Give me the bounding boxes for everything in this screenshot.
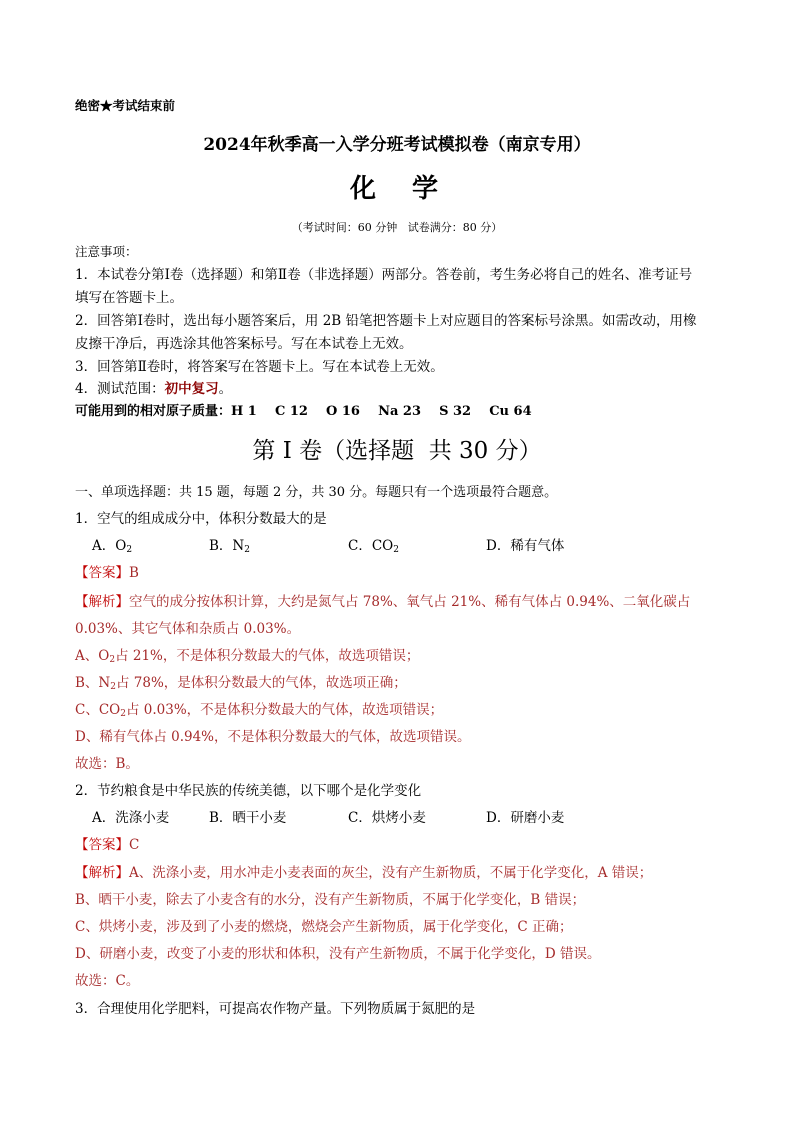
q1-analysis-line-2: 0.03%、其它气体和杂质占 0.03%。 (75, 621, 301, 637)
note-1-line-1: 1．本试卷分第Ⅰ卷（选择题）和第Ⅱ卷（非选择题）两部分。答卷前，考生务必将自己的姓名、准考证号 (75, 267, 693, 283)
note-4 (75, 383, 232, 397)
q3-stem: 3．合理使用化学肥料，可提高农作物产量。下列物质属于氮肥的是 (75, 1001, 476, 1017)
answer-tag: 【答案】 (75, 565, 129, 581)
subject-title: 化 学 (349, 174, 445, 204)
section-title: 第 I 卷（选择题 共 30 分） (252, 438, 542, 464)
q2-stem: 2．节约粮食是中华民族的传统美德，以下哪个是化学变化 (75, 783, 422, 799)
atomic-mass-list: 可能用到的相对原子质量：H 1 C 12 O 16 Na 23 S 32 Cu 64 (75, 404, 532, 419)
q2-analysis-c: C、烘烤小麦，涉及到了小麦的燃烧，燃烧会产生新物质，属于化学变化，C 正确； (75, 919, 573, 935)
notes-heading: 注意事项： (75, 244, 138, 259)
q2-analysis-a: 【解析】A、洗涤小麦，用水冲走小麦表面的灰尘，没有产生新物质，不属于化学变化，A 错误； (75, 865, 653, 881)
test-scope: 初中复习 (164, 381, 219, 397)
note-1-line-2: 填写在答题卡上。 (75, 290, 183, 306)
q1-option-d: D．稀有气体 (486, 538, 565, 554)
q1-conclusion: 故选：B。 (75, 756, 139, 772)
analysis-tag: 【解析】 (75, 594, 129, 610)
exam-info: （考试时间：60 分钟 试卷满分：80 分） (291, 221, 503, 234)
q2-analysis-b: B、晒干小麦，除去了小麦含有的水分，没有产生新物质，不属于化学变化，B 错误； (75, 892, 586, 908)
note-4-suffix: 。 (218, 381, 233, 397)
q2-analysis-d: D、研磨小麦，改变了小麦的形状和体积，没有产生新物质，不属于化学变化，D 错误。 (75, 946, 601, 962)
q1-answer (75, 567, 139, 581)
q2-option-c: C．烘烤小麦 (348, 810, 426, 826)
q1-option-a: A．$O_2$ (92, 538, 133, 555)
q2-option-d: D．研磨小麦 (486, 810, 565, 826)
q1-analysis-c: C、$CO_2$占 0.03%，不是体积分数最大的气体，故选项错误； (75, 702, 444, 719)
q1-option-c: C．$CO_2$ (348, 538, 399, 555)
note-2-line-2: 皮擦干净后，再选涂其他答案标号。写在本试卷上无效。 (75, 336, 413, 352)
q2-option-b: B．晒干小麦 (209, 810, 287, 826)
answer-tag: 【答案】 (75, 837, 129, 853)
answer-value: C (129, 837, 140, 853)
secret-label: 绝密★考试结束前 (75, 98, 176, 113)
note-2-line-1: 2．回答第Ⅰ卷时，选出每小题答案后，用 2B 铅笔把答题卡上对应题目的答案标号涂黑。如需改动，用橡 (75, 313, 697, 329)
q1-analysis-line-1: 【解析】空气的成分按体积计算，大约是氮气占 78%、氧气占 21%、稀有气体占 0.94%、二氧化碳占 (75, 594, 691, 610)
analysis-tag: 【解析】 (75, 865, 129, 881)
note-3: 3．回答第Ⅱ卷时，将答案写在答题卡上。写在本试卷上无效。 (75, 359, 444, 375)
q2-conclusion: 故选：C。 (75, 973, 140, 989)
q2-option-a: A．洗涤小麦 (92, 810, 170, 826)
q1-analysis-a: A、$O_2$占 21%，不是体积分数最大的气体，故选项错误； (75, 648, 420, 665)
exam-title: 2024年秋季高一入学分班考试模拟卷（南京专用） (203, 135, 591, 155)
q1-analysis-b: B、$N_2$占 78%，是体积分数最大的气体，故选项正确； (75, 675, 407, 692)
q1-analysis-d: D、稀有气体占 0.94%，不是体积分数最大的气体，故选项错误。 (75, 729, 471, 745)
note-4-prefix: 4．测试范围： (75, 381, 165, 397)
answer-value: B (129, 565, 139, 581)
section-instructions: 一、单项选择题：共 15 题，每题 2 分，共 30 分。每题只有一个选项最符合题意。 (75, 485, 558, 500)
q2-answer (75, 839, 139, 853)
q1-option-b: B．$N_2$ (209, 538, 250, 555)
q1-stem: 1．空气的组成成分中，体积分数最大的是 (75, 511, 327, 527)
